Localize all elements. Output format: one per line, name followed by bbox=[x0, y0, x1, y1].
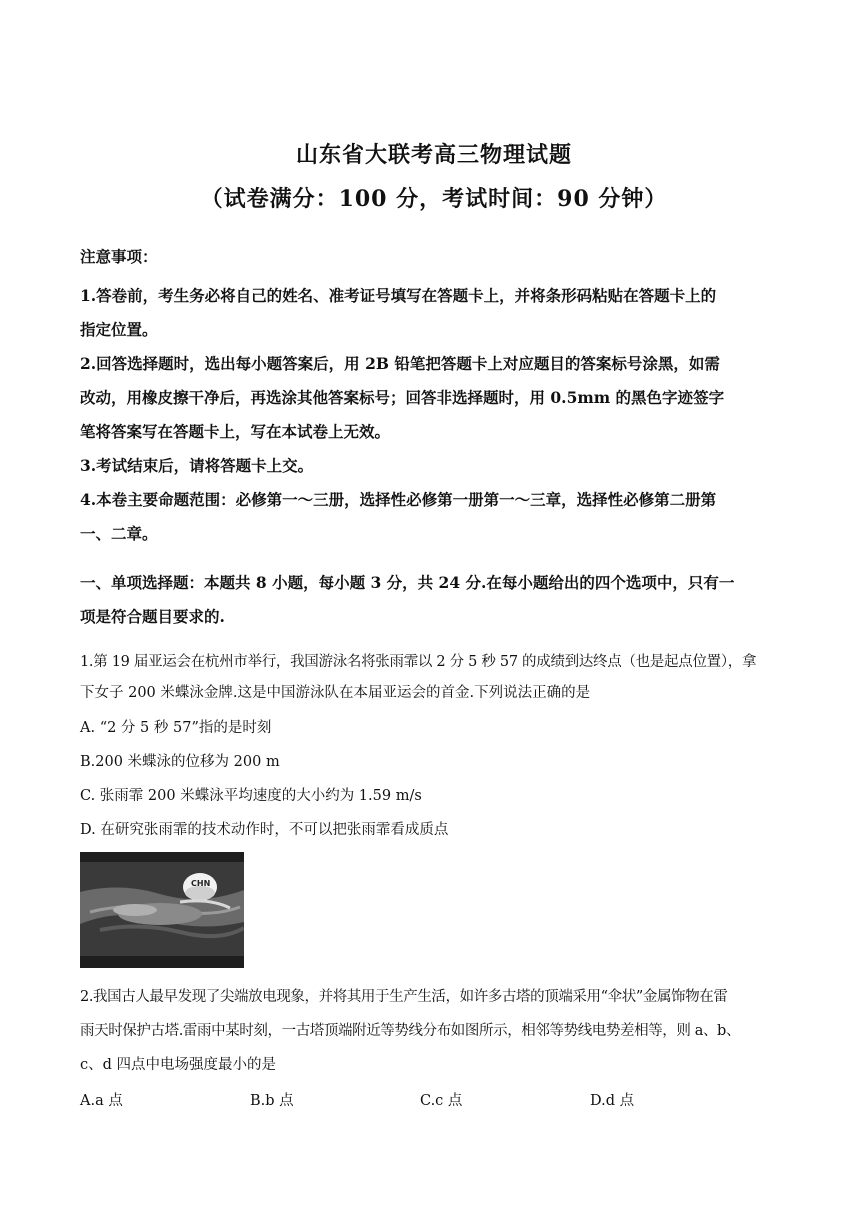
swimmer-photo bbox=[80, 852, 244, 968]
question-stem: 雨天时保护古塔.雷雨中某时刻，一古塔顶端附近等势线分布如图所示，相邻等势线电势差相等，则 a、b、 bbox=[80, 1023, 741, 1039]
notice-line: 笔将答案写在答题卡上，写在本试卷上无效。 bbox=[80, 422, 391, 441]
option-a: A. “2 分 5 秒 57”指的是时刻 bbox=[80, 720, 272, 736]
question-stem: c、d 四点中电场强度最小的是 bbox=[80, 1057, 277, 1073]
notice-line: 4.本卷主要命题范围：必修第一～三册，选择性必修第一册第一～三章，选择性必修第二册第 bbox=[80, 490, 717, 509]
option-a: A.a 点 bbox=[80, 1093, 123, 1109]
notice-line: 1.答卷前，考生务必将自己的姓名、准考证号填写在答题卡上，并将条形码粘贴在答题卡上的 bbox=[80, 286, 717, 305]
option-d: D. 在研究张雨霏的技术动作时，不可以把张雨霏看成质点 bbox=[80, 822, 449, 838]
section-heading: 一、单项选择题：本题共 8 小题，每小题 3 分，共 24 分.在每小题给出的四个选项中，只有一 bbox=[80, 573, 735, 592]
option-c: C. 张雨霏 200 米蝶泳平均速度的大小约为 1.59 m/s bbox=[80, 788, 422, 804]
notice-line: 改动，用橡皮擦干净后，再选涂其他答案标号；回答非选择题时，用 0.5mm 的黑色字迹签字 bbox=[80, 388, 725, 407]
notice-line: 2.回答选择题时，选出每小题答案后，用 2B 铅笔把答题卡上对应题目的答案标号涂黑，如需 bbox=[80, 354, 720, 373]
notice-line: 一、二章。 bbox=[80, 524, 158, 543]
question-stem: 1.第 19 届亚运会在杭州市举行，我国游泳名将张雨霏以 2 分 5 秒 57 的成绩到达终点（也是起点位置），拿 bbox=[80, 654, 757, 670]
option-b: B.200 米蝶泳的位移为 200 m bbox=[80, 754, 280, 770]
question-stem: 2.我国古人最早发现了尖端放电现象，并将其用于生产生活，如许多古塔的顶端采用“伞状”金属饰物在雷 bbox=[80, 989, 728, 1005]
page-title: 山东省大联考高三物理试题 bbox=[295, 142, 572, 168]
option-b: B.b 点 bbox=[250, 1093, 294, 1109]
question-stem: 下女子 200 米蝶泳金牌.这是中国游泳队在本届亚运会的首金.下列说法正确的是 bbox=[80, 685, 591, 701]
page-subtitle: （试卷满分：100 分，考试时间：90 分钟） bbox=[200, 186, 668, 212]
notice-line: 指定位置。 bbox=[80, 320, 158, 339]
notice-heading: 注意事项： bbox=[80, 247, 158, 266]
notice-line: 3.考试结束后，请将答题卡上交。 bbox=[80, 456, 314, 475]
option-c: C.c 点 bbox=[420, 1093, 463, 1109]
cap-label: CHN bbox=[191, 879, 211, 888]
section-heading: 项是符合题目要求的. bbox=[80, 607, 225, 626]
option-d: D.d 点 bbox=[590, 1093, 635, 1109]
